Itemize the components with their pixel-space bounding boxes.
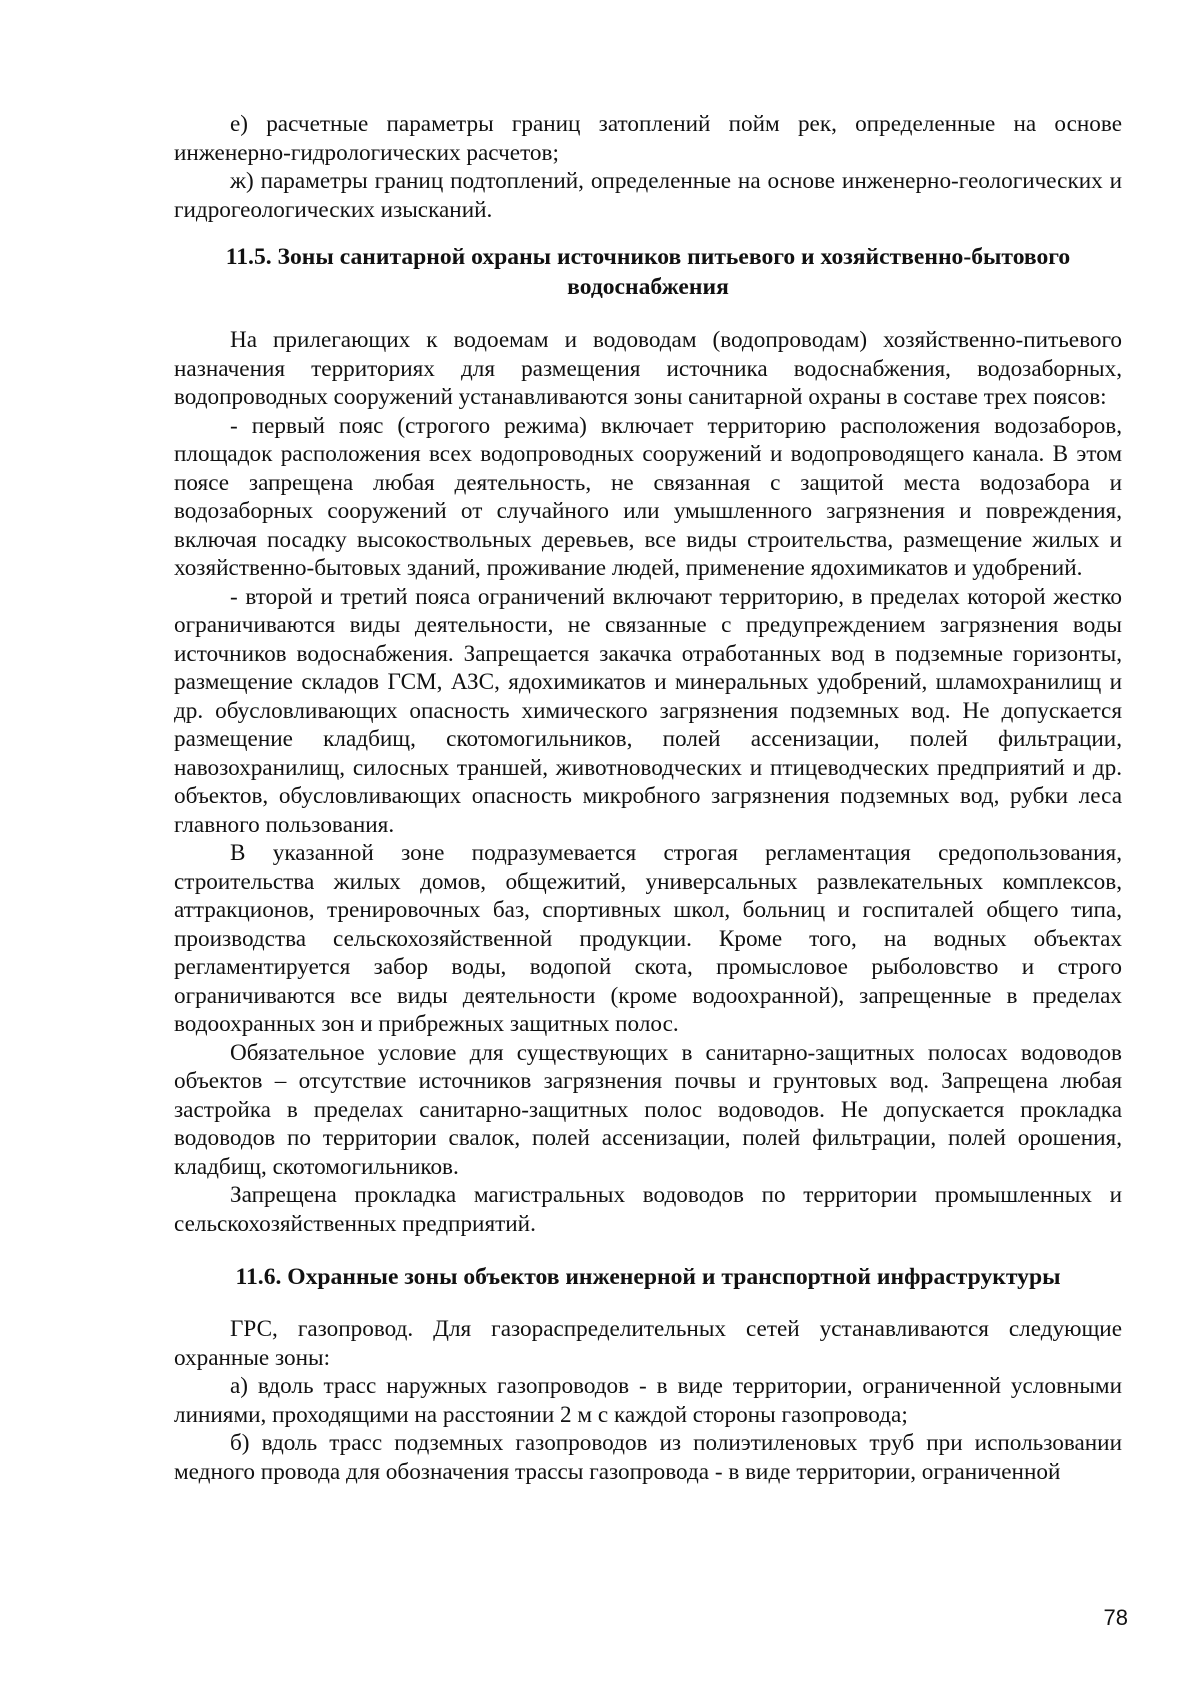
page-number: 78 [1103,1605,1128,1630]
page-content [174,110,1122,1486]
paragraph: Запрещена прокладка магистральных водоводов по территории промышленных и сельскохозяйственных предприятий. [174,1182,1122,1237]
paragraph: - первый пояс (строгого режима) включает территорию расположения водозаборов, площадок расположения всех водопроводных сооружений и водопроводящего канала. В этом поясе запрещена любая деятельность, не связанная с защитой места водозабора и водозаборных сооружений от случайного или умышленного загрязнения и повреждения, включая посадку высокоствольных деревьев, все виды строительства, размещение жилых и хозяйственно-бытовых зданий, проживание людей, применение ядохимикатов и удобрений. [174,412,1122,581]
list-item-b: б) вдоль трасс подземных газопроводов из полиэтиленовых труб при использовании медного провода для обозначения трассы газопровода - в виде территории, ограниченной [174,1430,1122,1485]
paragraph: В указанной зоне подразумевается строгая регламентация средопользования, строительства жилых домов, общежитий, универсальных развлекательных комплексов, аттракционов, тренировочных баз, спортивных школ, больниц и госпиталей общего типа, производства сельскохозяйственной продукции. Кроме того, на водных объектах регламентируется забор воды, водопой скота, промысловое рыболовство и строго ограничиваются все виды деятельности (кроме водоохранной), запрещенные в пределах водоохранных зон и прибрежных защитных полос. [174,840,1122,1037]
paragraph: ГРС, газопровод. Для газораспределительных сетей устанавливаются следующие охранные зоны: [174,1316,1122,1371]
paragraph: - второй и третий пояса ограничений включают территорию, в пределах которой жестко ограничиваются виды деятельности, не связанные с предупреждением загрязнения воды источников водоснабжения. Запрещается закачка отработанных вод в подземные горизонты, размещение складов ГСМ, АЗС, ядохимикатов и минеральных удобрений, шламохранилищ и др. обусловливающих опасность химического загрязнения подземных вод. Не допускается размещение кладбищ, скотомогильников, полей ассенизации, полей фильтрации, навозохранилищ, силосных траншей, животноводческих и птицеводческих предприятий и др. объектов, обусловливающих опасность микробного загрязнения подземных вод, рубки леса главного пользования. [174,583,1122,838]
paragraph: Обязательное условие для существующих в санитарно-защитных полосах водоводов объектов – отсутствие источников загрязнения почвы и грунтовых вод. Запрещена любая застройка в пределах санитарно-защитных полос водоводов. Не допускается прокладка водоводов по территории свалок, полей ассенизации, полей фильтрации, полей орошения, кладбищ, скотомогильников. [174,1039,1122,1180]
list-item-zh: ж) параметры границ подтоплений, определенные на основе инженерно-геологических и гидрогеологических изысканий. [174,168,1122,223]
section-heading-11-6: 11.6. Охранные зоны объектов инженерной и транспортной инфраструктуры [235,1264,1061,1290]
list-item-a: а) вдоль трасс наружных газопроводов - в виде территории, ограниченной условными линиями, проходящими на расстоянии 2 м с каждой стороны газопровода; [174,1373,1122,1428]
list-item-e: е) расчетные параметры границ затоплений пойм рек, определенные на основе инженерно-гидрологических расчетов; [174,111,1122,166]
section-heading-11-5: 11.5. Зоны санитарной охраны источников питьевого и хозяйственно-бытового водоснабжения [225,244,1071,300]
paragraph: На прилегающих к водоемам и водоводам (водопроводам) хозяйственно-питьевого назначения территориях для размещения источника водоснабжения, водозаборных, водопроводных сооружений устанавливаются зоны санитарной охраны в составе трех поясов: [174,327,1122,410]
